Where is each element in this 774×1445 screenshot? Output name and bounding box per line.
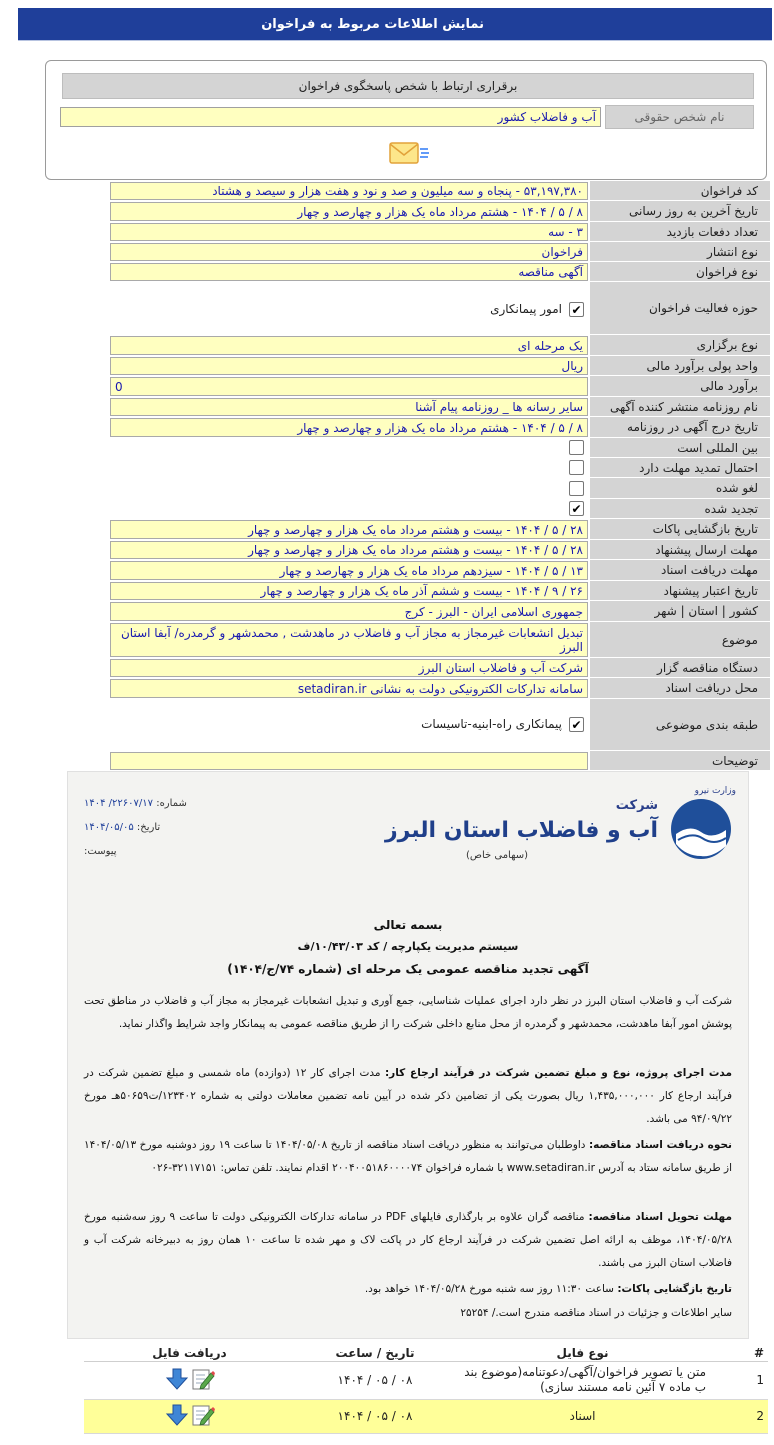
- row-document-deadline: [0, 560, 774, 581]
- files-table: [84, 1345, 768, 1434]
- newspaper-label: نام روزنامه منتشر کننده آگهی: [590, 397, 770, 417]
- notice-number-label: شماره:: [156, 798, 187, 809]
- row-newspaper: [0, 397, 774, 417]
- legal-entity-label: نام شخص حقوقی: [605, 105, 754, 129]
- location-label: کشور | استان | شهر: [590, 601, 770, 622]
- notice-para1: شرکت آب و فاضلاب استان البرز در نظر دارد اجرای عملیات شناسایی، جمع آوری و تبدیل انشعابات غیرمجاز به مجاز آب و فاضلاب در مناطق تحت پوشش امور آبفا ماهدشت، محمدشهر و گرمدره از محل منابع داخلی شرکت را از طریق مناقصه عمومی به پیمانکار واجد شرایط واگذار نماید.: [84, 995, 732, 1030]
- file-num: 1: [710, 1361, 768, 1399]
- download-arrow-icon: [165, 1367, 189, 1391]
- holding-type-label: نوع برگزاری: [590, 335, 770, 356]
- notice-title: آگهی تجدید مناقصه عمومی یک مرحله ای (شماره ۷۴/ج/۱۴۰۴): [227, 962, 589, 976]
- category-checkbox[interactable]: ✔: [569, 717, 584, 732]
- visit-count-value: ۳ - سه: [110, 223, 588, 241]
- row-opening-date: [0, 519, 774, 540]
- download-button[interactable]: [165, 1403, 215, 1427]
- notice-ministry: وزارت نیرو: [694, 786, 736, 796]
- contact-panel: [45, 60, 767, 180]
- row-category: [0, 699, 774, 751]
- notice-system-line: سیستم مدیریت یکپارچه / کد ۱۰/۴۳/۰۳/ف: [297, 940, 519, 953]
- international-label: بین المللی است: [590, 438, 770, 458]
- last-update-label: تاریخ آخرین به روز رسانی: [590, 201, 770, 222]
- files-header-date: تاریخ / ساعت: [295, 1345, 455, 1361]
- location-value: جمهوری اسلامی ایران - البرز - کرج: [110, 602, 588, 621]
- header-divider: [18, 40, 772, 41]
- file-date: ۰۸ / ۰۵ / ۱۴۰۴: [295, 1399, 455, 1433]
- page-header: [18, 8, 772, 40]
- notice-para3: [84, 1134, 732, 1180]
- publish-type-value: فراخوان: [110, 243, 588, 261]
- category-option: پیمانکاری راه-ابنیه-تاسیسات: [421, 717, 562, 731]
- validity-date-value: ۲۶ / ۹ / ۱۴۰۴ - بیست و ششم آذر ماه یک هزار و چهارصد و چهار: [110, 582, 588, 600]
- envelope-icon[interactable]: [386, 137, 430, 169]
- validity-date-label: تاریخ اعتبار پیشنهاد: [590, 581, 770, 601]
- holding-type-value: یک مرحله ای: [110, 336, 588, 355]
- opening-date-label: تاریخ بازگشایی پاکات: [590, 519, 770, 540]
- edit-icon: [191, 1367, 215, 1391]
- file-type: اسناد: [455, 1399, 710, 1433]
- renewed-label: تجدید شده: [590, 499, 770, 519]
- publish-type-label: نوع انتشار: [590, 242, 770, 262]
- row-subject: [0, 622, 774, 658]
- currency-label: واحد پولی برآورد مالی: [590, 356, 770, 376]
- row-last-update: [0, 201, 774, 222]
- notice-para3-text: داوطلبان می‌توانند به منظور دریافت اسناد مناقصه از تاریخ ۱۴۰۴/۰۵/۰۸ تا ساعت ۱۹ روز دوشنبه مورخ ۱۴۰۴/۰۵/۱۳ از طریق سامانه ستاد به آدرس www.setadiran.ir با شماره فراخوان ۲۰۰۴۰۰۵۱۸۶۰۰۰۰۷۴ اقدام نمایند. تلفن تماس: ۳۲۱۱۷۱۵۱-۰۲۶: [84, 1139, 732, 1174]
- contact-title: برقراری ارتباط با شخص پاسخگوی فراخوان: [62, 73, 754, 99]
- row-estimate: [0, 376, 774, 397]
- row-cancelled: [0, 478, 774, 499]
- tender-type-label: نوع فراخوان: [590, 262, 770, 282]
- file-num: 2: [710, 1399, 768, 1433]
- file-download-cell: [84, 1399, 295, 1433]
- description-label: توضیحات: [590, 751, 770, 771]
- download-arrow-icon: [165, 1403, 189, 1427]
- document-deadline-label: مهلت دریافت اسناد: [590, 560, 770, 581]
- estimate-label: برآورد مالی: [590, 376, 770, 397]
- table-row: [84, 1361, 768, 1399]
- notice-para3-title: نحوه دریافت اسناد مناقصه:: [588, 1139, 732, 1151]
- notice-date-label: تاریخ:: [136, 822, 161, 833]
- table-row: [84, 1399, 768, 1433]
- last-update-value: ۸ / ۵ / ۱۴۰۴ - هشتم مرداد ماه یک هزار و چهارصد و چهار: [110, 202, 588, 221]
- file-date: ۰۸ / ۰۵ / ۱۴۰۴: [295, 1361, 455, 1399]
- notice-date-value: ۱۴۰۴/۰۵/۰۵: [84, 822, 134, 833]
- notice-para5-title: تاریخ بازگشایی پاکات:: [617, 1283, 732, 1295]
- files-header-num: #: [710, 1345, 768, 1361]
- document-place-value: سامانه تدارکات الکترونیکی دولت به نشانی setadiran.ir: [110, 679, 588, 698]
- row-validity-date: [0, 581, 774, 601]
- row-document-place: [0, 678, 774, 699]
- row-activity-area: [0, 282, 774, 335]
- row-tender-type: [0, 262, 774, 282]
- subject-label: موضوع: [590, 622, 770, 658]
- file-download-cell: [84, 1361, 295, 1399]
- notice-para4-text: مناقصه گران علاوه بر بارگذاری فایلهای PDF در سامانه تدارکات الکترونیکی دولت تا ساعت ۹ روز سه‌شنبه مورخ ۱۴۰۴/۰۵/۲۸، موظف به ارائه اصل تضمین شرکت در فرآیند ارجاع کار در پاکت لاک و مهر شده تا ساعت ۱۰ همان روز به دبیرخانه شرکت آب و فاضلاب استان البرز می باشند.: [84, 1211, 732, 1269]
- tender-type-value: آگهی مناقصه: [110, 263, 588, 281]
- activity-area-label: حوزه فعالیت فراخوان: [590, 282, 770, 335]
- row-renewed: [0, 499, 774, 519]
- currency-value: ریال: [110, 357, 588, 375]
- notice-date: [84, 822, 160, 833]
- visit-count-label: تعداد دفعات بازدید: [590, 222, 770, 242]
- activity-area-checkbox[interactable]: ✔: [569, 302, 584, 317]
- files-header-download: دریافت فایل: [84, 1345, 295, 1361]
- international-checkbox[interactable]: [569, 440, 584, 455]
- notice-image: [67, 771, 749, 1339]
- cancelled-label: لغو شده: [590, 478, 770, 499]
- notice-company-label: شرکت: [615, 798, 658, 813]
- opening-date-value: ۲۸ / ۵ / ۱۴۰۴ - بیست و هشتم مرداد ماه یک هزار و چهارصد و چهار: [110, 520, 588, 539]
- row-submission-deadline: [0, 540, 774, 560]
- notice-para2-title: مدت اجرای پروژه، نوع و مبلغ تضمین شرکت در فرآیند ارجاع کار:: [384, 1067, 732, 1079]
- notice-number: [84, 798, 187, 809]
- row-tender-code: [0, 181, 774, 201]
- files-header-row: [84, 1345, 768, 1361]
- download-button[interactable]: [165, 1367, 215, 1391]
- notice-para5: [84, 1278, 732, 1301]
- edit-icon: [191, 1403, 215, 1427]
- row-newspaper-date: [0, 417, 774, 438]
- page-title: نمایش اطلاعات مربوط به فراخوان: [261, 16, 484, 32]
- tender-code-value: ۵۳,۱۹۷,۳۸۰ - پنجاه و سه میلیون و صد و نود و هفت هزار و سیصد و هشتاد: [110, 182, 588, 200]
- notice-company: آب و فاضلاب استان البرز: [384, 818, 658, 843]
- notice-basmala: بسمه تعالی: [373, 918, 443, 932]
- newspaper-date-value: ۸ / ۵ / ۱۴۰۴ - هشتم مرداد ماه یک هزار و چهارصد و چهار: [110, 418, 588, 437]
- notice-para4-title: مهلت تحویل اسناد مناقصه:: [588, 1211, 732, 1223]
- notice-para2: [84, 1062, 732, 1131]
- row-holding-type: [0, 335, 774, 356]
- row-international: [0, 438, 774, 458]
- newspaper-date-label: تاریخ درج آگهی در روزنامه: [590, 417, 770, 438]
- activity-area-option: امور پیمانکاری: [490, 302, 562, 316]
- files-header-type: نوع فایل: [455, 1345, 710, 1361]
- notice-para2-text: مدت اجرای کار ۱۲ (دوازده) ماه شمسی و مبلغ تضمین شرکت در فرآیند ارجاع کار ۱,۴۳۵,۰۰۰,۰۰۰ ریال بصورت یکی از تضامین ذکر شده در آیین نامه تضمین معاملات دولتی به شماره ۱۲۳۴۰۲/ت۵۰۶۵۹هـ مورخ ۹۴/۰۹/۲۲ می باشد.: [84, 1067, 732, 1125]
- tender-code-label: کد فراخوان: [590, 181, 770, 201]
- organizer-label: دستگاه مناقصه گزار: [590, 658, 770, 678]
- row-location: [0, 601, 774, 622]
- extension-label: احتمال تمدید مهلت دارد: [590, 458, 770, 478]
- notice-para6: سایر اطلاعات و جزئیات در اسناد مناقصه مندرج است./ ۲۵۲۵۴: [460, 1307, 732, 1319]
- row-organizer: [0, 658, 774, 678]
- category-label: طبقه بندی موضوعی: [590, 699, 770, 751]
- row-visit-count: [0, 222, 774, 242]
- cancelled-checkbox[interactable]: [569, 481, 584, 496]
- newspaper-value: سایر رسانه ها _ روزنامه پیام آشنا: [110, 398, 588, 416]
- submission-deadline-value: ۲۸ / ۵ / ۱۴۰۴ - بیست و هشتم مرداد ماه یک هزار و چهارصد و چهار: [110, 541, 588, 559]
- organizer-value: شرکت آب و فاضلاب استان البرز: [110, 659, 588, 677]
- row-description: [0, 751, 774, 771]
- subject-value: تبدیل انشعابات غیرمجاز به مجاز آب و فاضلاب در ماهدشت , محمدشهر و گرمدره/ آبفا استان البرز: [110, 623, 588, 657]
- row-publish-type: [0, 242, 774, 262]
- document-place-label: محل دریافت اسناد: [590, 678, 770, 699]
- notice-attachment-label: پیوست:: [84, 846, 117, 857]
- renewed-checkbox[interactable]: ✔: [569, 501, 584, 516]
- notice-attachment: [84, 846, 117, 857]
- estimate-value: 0: [110, 377, 588, 396]
- row-extension: [0, 458, 774, 478]
- description-value: [110, 752, 588, 770]
- notice-para5-text: ساعت ۱۱:۳۰ روز سه شنبه مورخ ۱۴۰۴/۰۵/۲۸ خواهد بود.: [364, 1283, 614, 1295]
- submission-deadline-label: مهلت ارسال پیشنهاد: [590, 540, 770, 560]
- notice-company-sub: (سهامی خاص): [465, 850, 528, 861]
- file-type: متن یا تصویر فراخوان/آگهی/دعوتنامه(موضوع بند ب ماده ۷ آئین نامه مستند سازی): [455, 1361, 710, 1399]
- legal-entity-value: آب و فاضلاب کشور: [60, 107, 601, 127]
- notice-number-value: ۲۲۶۰۷/۱۷/ ۱۴۰۴: [84, 798, 154, 809]
- water-drop-logo-icon: [668, 796, 734, 862]
- extension-checkbox[interactable]: [569, 460, 584, 475]
- notice-para4: [84, 1206, 732, 1275]
- row-currency: [0, 356, 774, 376]
- document-deadline-value: ۱۳ / ۵ / ۱۴۰۴ - سیزدهم مرداد ماه یک هزار و چهارصد و چهار: [110, 561, 588, 580]
